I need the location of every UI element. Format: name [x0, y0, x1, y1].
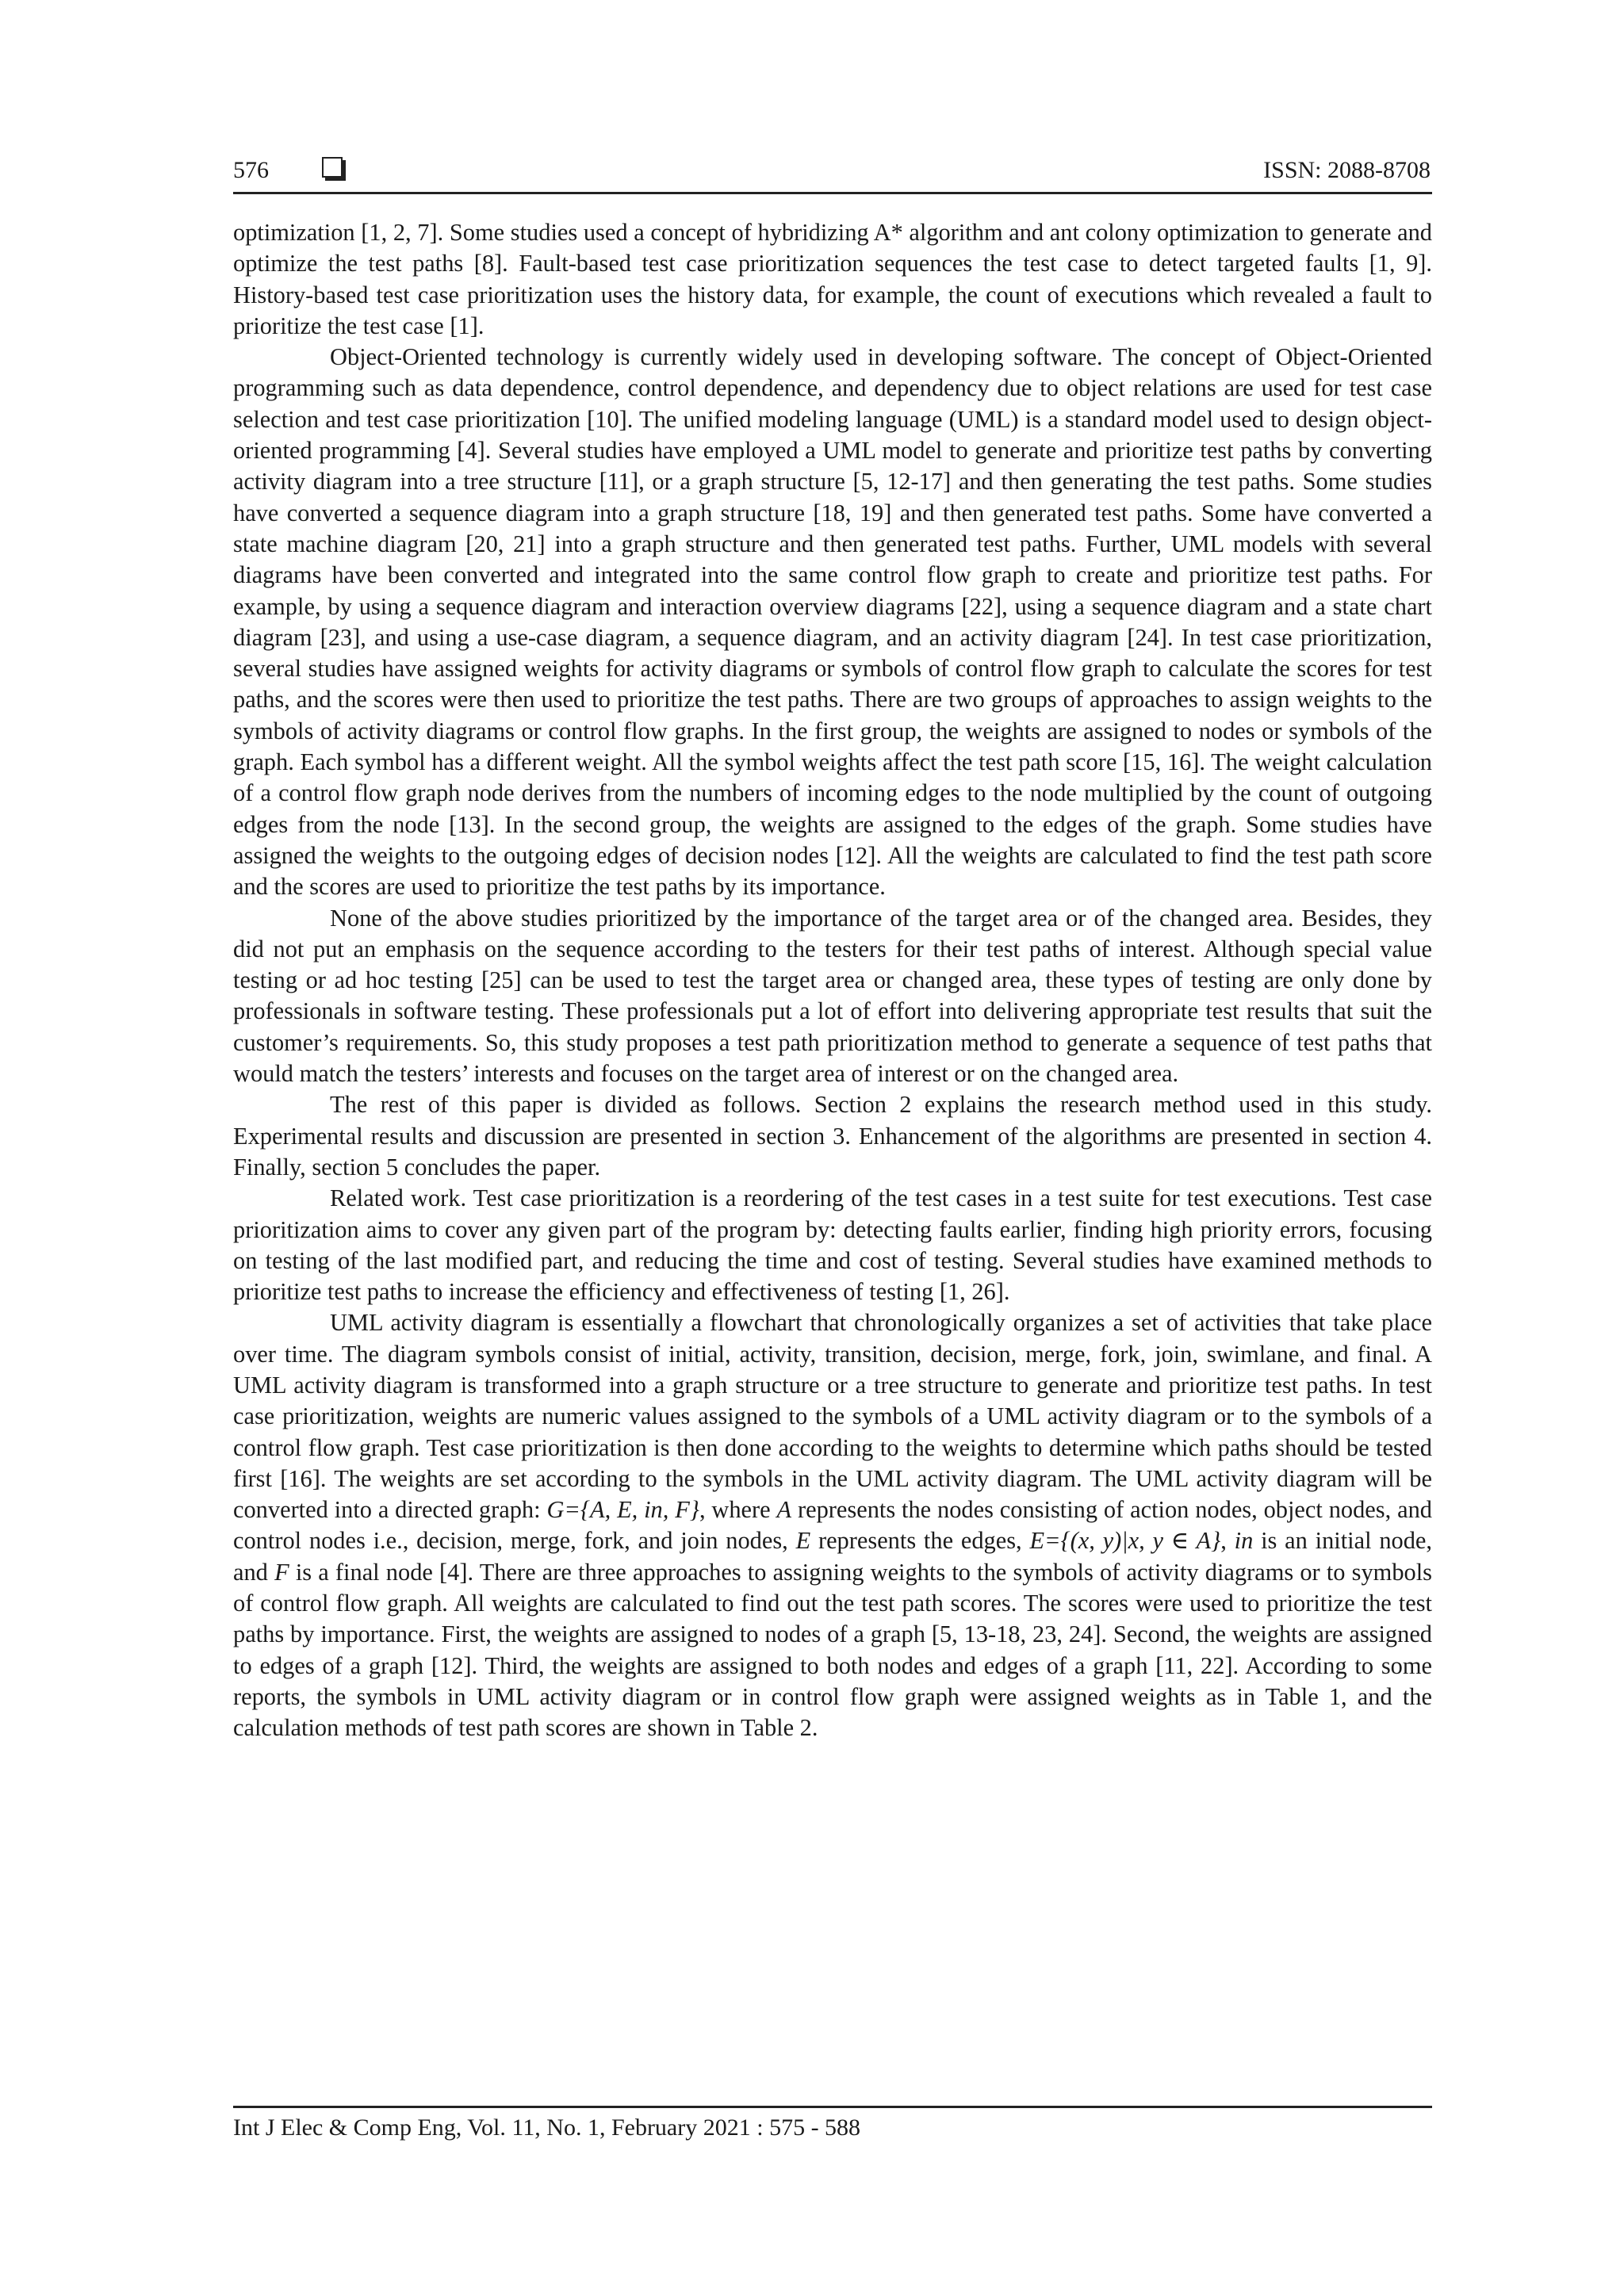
text-run: The rest of this paper is divided as follows. Section 2 explains the research method used in this study. Experimental results and discussion are presented in section 3. Enhancement of the algorithms are presented in section 4. Finally, section 5 concludes the paper. [233, 1091, 1432, 1181]
paragraph-p5 [233, 1183, 1432, 1307]
text-run: is an initial node, and [233, 1527, 1432, 1586]
article-body [233, 217, 1432, 1744]
paragraph-p6 [233, 1307, 1432, 1743]
paragraph-p1 [233, 217, 1432, 342]
text-run: represents the edges, [810, 1527, 1030, 1555]
math-text: in [1234, 1527, 1254, 1555]
math-text: E [795, 1527, 811, 1555]
issn-label: ISSN: 2088-8708 [1263, 157, 1431, 183]
page-footer [233, 2106, 1432, 2141]
paragraph-p3 [233, 903, 1432, 1090]
text-run: Object-Oriented technology is currently widely used in developing software. The concept of Object-Oriented programming such as data dependence, control dependence, and dependency due to object relations are used for test case selection and test case prioritization [10]. The unified modeling language (UML) is a standard model used to design object-oriented programming [4]. Several studies have employed a UML model to generate and prioritize test paths by converting activity diagram into a tree structure [11], or a graph structure [5, 12-17] and then generating the test paths. Some studies have converted a sequence diagram into a graph structure [18, 19] and then generated test paths. Some have converted a state machine diagram [20, 21] into a graph structure and then generated test paths. Further, UML models with several diagrams have been converted and integrated into the same control flow graph to create and prioritize test paths. For example, by using a sequence diagram and interaction overview diagrams [22], using a sequence diagram and a state chart diagram [23], and using a use-case diagram, a sequence diagram, and an activity diagram [24]. In test case prioritization, several studies have assigned weights for activity diagrams or symbols of control flow graph to calculate the scores for test paths, and the scores were then used to prioritize the test paths. There are two groups of approaches to assign weights to the symbols of activity diagrams or control flow graphs. In the first group, the weights are assigned to nodes or symbols of the graph. Each symbol has a different weight. All the symbol weights affect the test path score [15, 16]. The weight calculation of a control flow graph node derives from the numbers of incoming edges to the node multiplied by the count of outgoing edges from the node [13]. In the second group, the weights are assigned to the edges of the graph. Some studies have assigned the weights to the outgoing edges of decision nodes [12]. All the weights are calculated to find the test path score and the scores are used to prioritize the test paths by its importance. [233, 343, 1432, 901]
text-run: , where [699, 1496, 777, 1524]
text-run: represents the nodes consisting of action nodes, object nodes, and control nodes i.e., decision, merge, fork, and join nodes, [233, 1496, 1432, 1555]
text-run: optimization [1, 2, 7]. Some studies used a concept of hybridizing A* algorithm and ant colony optimization to generate and optimize the test paths [8]. Fault-based test case prioritization sequences the test case to detect targeted faults [1, 9]. History-based test case prioritization uses the history data, for example, the count of executions which revealed a fault to prioritize the test case [1]. [233, 219, 1432, 339]
text-run: , [1220, 1527, 1235, 1555]
math-text: G={A, E, in, F} [546, 1496, 699, 1524]
text-run: Related work. Test case prioritization is a reordering of the test cases in a test suite for test executions. Test case prioritization aims to cover any given part of the program by: detecting faults earlier, finding high priority errors, focusing on testing of the last modified part, and reducing the time and cost of testing. Several studies have examined methods to prioritize test paths to increase the efficiency and effectiveness of testing [1, 26]. [233, 1184, 1432, 1306]
math-text: A [776, 1496, 792, 1524]
text-run: UML activity diagram is essentially a flowchart that chronologically organizes a set of activities that take place over time. The diagram symbols consist of initial, activity, transition, decision, merge, fork, join, swimlane, and final. A UML activity diagram is transformed into a graph structure or a tree structure to generate and prioritize test paths. In test case prioritization, weights are numeric values assigned to the symbols of a UML activity diagram or to the symbols of a control flow graph. Test case prioritization is then done according to the weights to determine which paths should be tested first [16]. The weights are set according to the symbols in the UML activity diagram. The UML activity diagram will be converted into a directed graph: [233, 1309, 1432, 1524]
paragraph-p2 [233, 342, 1432, 902]
page-header [233, 152, 1432, 194]
page-number: 576 [233, 157, 269, 183]
journal-citation: Int J Elec & Comp Eng, Vol. 11, No. 1, February 2021 : 575 - 588 [233, 2114, 861, 2141]
math-text: E={(x, y)|x, y ∈ A} [1029, 1527, 1221, 1555]
paragraph-p4 [233, 1089, 1432, 1183]
text-run: None of the above studies prioritized by the importance of the target area or of the changed area. Besides, they did not put an emphasis on the sequence according to the testers for their test paths of interest. Although special value testing or ad hoc testing [25] can be used to test the target area or changed area, these types of testing are only done by professionals in software testing. These professionals put a lot of effort into delivering appropriate test results that suit the customer’s requirements. So, this study proposes a test path prioritization method to generate a sequence of test paths that would match the testers’ interests and focuses on the target area of interest or on the changed area. [233, 904, 1432, 1088]
box-shadow-square-icon [322, 157, 343, 178]
math-text: F [274, 1558, 289, 1586]
text-run: is a final node [4]. There are three approaches to assigning weights to the symbols of activity diagrams or to symbols of control flow graph. All weights are calculated to find out the test path scores. The scores were used to prioritize the test paths by importance. First, the weights are assigned to nodes of a graph [5, 13-18, 23, 24]. Second, the weights are assigned to edges of a graph [12]. Third, the weights are assigned to both nodes and edges of a graph [11, 22]. According to some reports, the symbols in UML activity diagram or in control flow graph were assigned weights as in Table 1, and the calculation methods of test path scores are shown in Table 2. [233, 1558, 1432, 1742]
